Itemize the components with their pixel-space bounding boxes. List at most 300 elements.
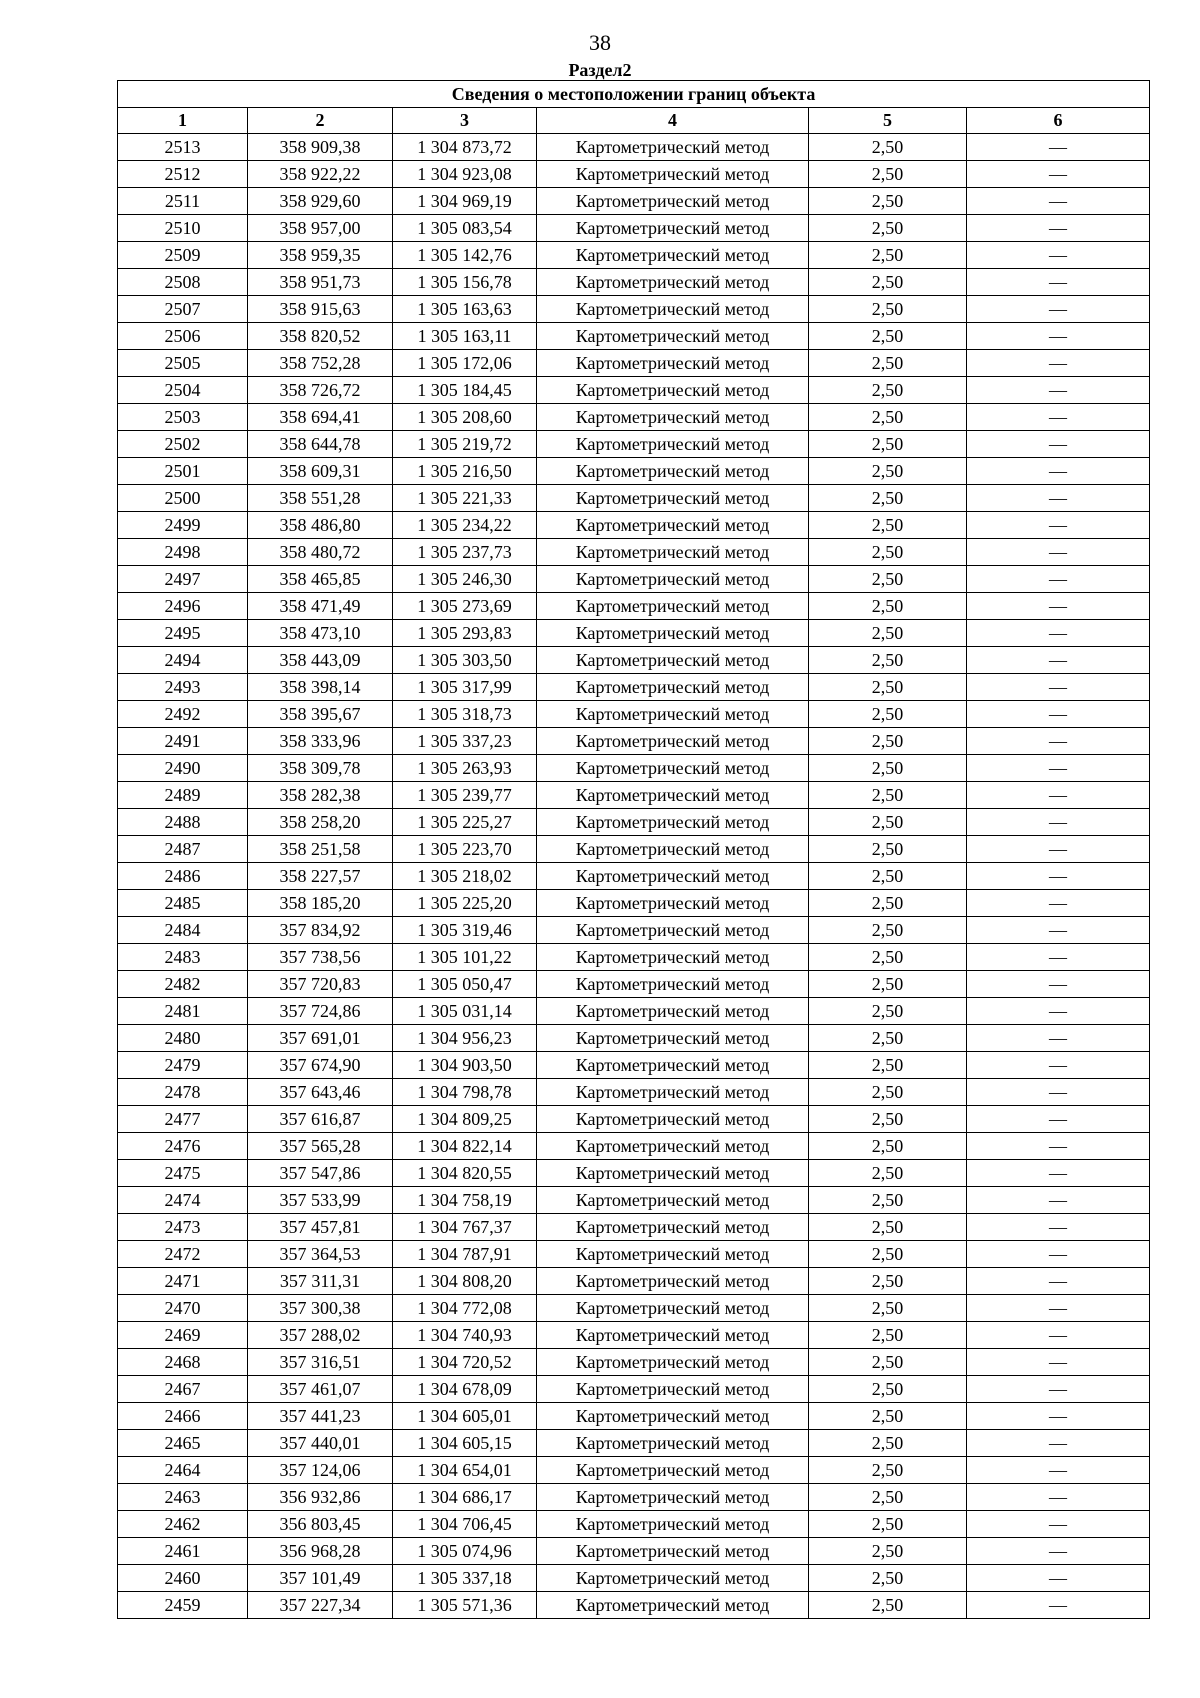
x-coordinate-cell: 357 288,02: [248, 1322, 393, 1349]
description-cell: —: [967, 566, 1150, 593]
table-row: [118, 1025, 1150, 1052]
method-cell: Картометрический метод: [537, 620, 809, 647]
x-coordinate-cell: 358 309,78: [248, 755, 393, 782]
x-coordinate-cell: 358 465,85: [248, 566, 393, 593]
x-coordinate-cell: 358 473,10: [248, 620, 393, 647]
y-coordinate-cell: 1 304 873,72: [393, 134, 537, 161]
table-row: [118, 1268, 1150, 1295]
method-cell: Картометрический метод: [537, 674, 809, 701]
table-row: [118, 1538, 1150, 1565]
column-header: 1: [118, 108, 248, 134]
y-coordinate-cell: 1 305 303,50: [393, 647, 537, 674]
description-cell: —: [967, 377, 1150, 404]
description-cell: —: [967, 1214, 1150, 1241]
accuracy-cell: 2,50: [809, 1295, 967, 1322]
accuracy-cell: 2,50: [809, 404, 967, 431]
y-coordinate-cell: 1 305 031,14: [393, 998, 537, 1025]
x-coordinate-cell: 357 364,53: [248, 1241, 393, 1268]
y-coordinate-cell: 1 305 163,63: [393, 296, 537, 323]
accuracy-cell: 2,50: [809, 1268, 967, 1295]
x-coordinate-cell: 356 803,45: [248, 1511, 393, 1538]
x-coordinate-cell: 357 101,49: [248, 1565, 393, 1592]
method-cell: Картометрический метод: [537, 1106, 809, 1133]
table-row: [118, 1160, 1150, 1187]
accuracy-cell: 2,50: [809, 998, 967, 1025]
y-coordinate-cell: 1 305 225,27: [393, 809, 537, 836]
description-cell: —: [967, 1484, 1150, 1511]
accuracy-cell: 2,50: [809, 1322, 967, 1349]
method-cell: Картометрический метод: [537, 1538, 809, 1565]
description-cell: —: [967, 917, 1150, 944]
accuracy-cell: 2,50: [809, 593, 967, 620]
y-coordinate-cell: 1 305 293,83: [393, 620, 537, 647]
description-cell: —: [967, 350, 1150, 377]
table-row: [118, 674, 1150, 701]
x-coordinate-cell: 358 951,73: [248, 269, 393, 296]
y-coordinate-cell: 1 305 273,69: [393, 593, 537, 620]
x-coordinate-cell: 357 724,86: [248, 998, 393, 1025]
table-body: [118, 134, 1150, 1619]
point-number-cell: 2467: [118, 1376, 248, 1403]
table-row: [118, 809, 1150, 836]
table-row: [118, 512, 1150, 539]
accuracy-cell: 2,50: [809, 350, 967, 377]
y-coordinate-cell: 1 305 142,76: [393, 242, 537, 269]
y-coordinate-cell: 1 305 101,22: [393, 944, 537, 971]
point-number-cell: 2495: [118, 620, 248, 647]
y-coordinate-cell: 1 305 050,47: [393, 971, 537, 998]
table-row: [118, 998, 1150, 1025]
method-cell: Картометрический метод: [537, 1187, 809, 1214]
x-coordinate-cell: 357 565,28: [248, 1133, 393, 1160]
x-coordinate-cell: 357 461,07: [248, 1376, 393, 1403]
description-cell: —: [967, 242, 1150, 269]
description-cell: —: [967, 701, 1150, 728]
method-cell: Картометрический метод: [537, 269, 809, 296]
accuracy-cell: 2,50: [809, 1133, 967, 1160]
y-coordinate-cell: 1 305 263,93: [393, 755, 537, 782]
method-cell: Картометрический метод: [537, 1592, 809, 1619]
method-cell: Картометрический метод: [537, 1025, 809, 1052]
x-coordinate-cell: 358 957,00: [248, 215, 393, 242]
y-coordinate-cell: 1 305 239,77: [393, 782, 537, 809]
y-coordinate-cell: 1 304 798,78: [393, 1079, 537, 1106]
method-cell: Картометрический метод: [537, 1376, 809, 1403]
y-coordinate-cell: 1 304 772,08: [393, 1295, 537, 1322]
accuracy-cell: 2,50: [809, 512, 967, 539]
y-coordinate-cell: 1 304 706,45: [393, 1511, 537, 1538]
method-cell: Картометрический метод: [537, 1241, 809, 1268]
point-number-cell: 2490: [118, 755, 248, 782]
description-cell: —: [967, 431, 1150, 458]
x-coordinate-cell: 358 922,22: [248, 161, 393, 188]
description-cell: —: [967, 1133, 1150, 1160]
method-cell: Картометрический метод: [537, 1457, 809, 1484]
description-cell: —: [967, 620, 1150, 647]
table-row: [118, 1565, 1150, 1592]
accuracy-cell: 2,50: [809, 890, 967, 917]
accuracy-cell: 2,50: [809, 269, 967, 296]
method-cell: Картометрический метод: [537, 323, 809, 350]
table-row: [118, 404, 1150, 431]
accuracy-cell: 2,50: [809, 1430, 967, 1457]
point-number-cell: 2471: [118, 1268, 248, 1295]
table-row: [118, 215, 1150, 242]
x-coordinate-cell: 358 915,63: [248, 296, 393, 323]
point-number-cell: 2487: [118, 836, 248, 863]
description-cell: —: [967, 161, 1150, 188]
method-cell: Картометрический метод: [537, 971, 809, 998]
accuracy-cell: 2,50: [809, 971, 967, 998]
point-number-cell: 2499: [118, 512, 248, 539]
method-cell: Картометрический метод: [537, 1565, 809, 1592]
description-cell: —: [967, 458, 1150, 485]
description-cell: —: [967, 404, 1150, 431]
point-number-cell: 2488: [118, 809, 248, 836]
method-cell: Картометрический метод: [537, 647, 809, 674]
x-coordinate-cell: 358 395,67: [248, 701, 393, 728]
method-cell: Картометрический метод: [537, 944, 809, 971]
table-row: [118, 728, 1150, 755]
description-cell: —: [967, 1079, 1150, 1106]
y-coordinate-cell: 1 304 820,55: [393, 1160, 537, 1187]
point-number-cell: 2501: [118, 458, 248, 485]
x-coordinate-cell: 358 398,14: [248, 674, 393, 701]
table-row: [118, 863, 1150, 890]
accuracy-cell: 2,50: [809, 863, 967, 890]
point-number-cell: 2498: [118, 539, 248, 566]
method-cell: Картометрический метод: [537, 1430, 809, 1457]
accuracy-cell: 2,50: [809, 917, 967, 944]
description-cell: —: [967, 1241, 1150, 1268]
table-row: [118, 647, 1150, 674]
method-cell: Картометрический метод: [537, 1322, 809, 1349]
x-coordinate-cell: 358 251,58: [248, 836, 393, 863]
y-coordinate-cell: 1 304 923,08: [393, 161, 537, 188]
x-coordinate-cell: 357 643,46: [248, 1079, 393, 1106]
description-cell: —: [967, 971, 1150, 998]
accuracy-cell: 2,50: [809, 836, 967, 863]
table-row: [118, 485, 1150, 512]
point-number-cell: 2510: [118, 215, 248, 242]
x-coordinate-cell: 357 674,90: [248, 1052, 393, 1079]
accuracy-cell: 2,50: [809, 1457, 967, 1484]
x-coordinate-cell: 357 441,23: [248, 1403, 393, 1430]
x-coordinate-cell: 358 227,57: [248, 863, 393, 890]
table-row: [118, 1322, 1150, 1349]
point-number-cell: 2503: [118, 404, 248, 431]
accuracy-cell: 2,50: [809, 1214, 967, 1241]
x-coordinate-cell: 358 644,78: [248, 431, 393, 458]
accuracy-cell: 2,50: [809, 1241, 967, 1268]
accuracy-cell: 2,50: [809, 1565, 967, 1592]
table-row: [118, 296, 1150, 323]
point-number-cell: 2469: [118, 1322, 248, 1349]
x-coordinate-cell: 358 333,96: [248, 728, 393, 755]
method-cell: Картометрический метод: [537, 863, 809, 890]
method-cell: Картометрический метод: [537, 539, 809, 566]
point-number-cell: 2483: [118, 944, 248, 971]
table-row: [118, 836, 1150, 863]
accuracy-cell: 2,50: [809, 1592, 967, 1619]
table-row: [118, 1052, 1150, 1079]
table-row: [118, 1295, 1150, 1322]
table-row: [118, 323, 1150, 350]
accuracy-cell: 2,50: [809, 215, 967, 242]
method-cell: Картометрический метод: [537, 728, 809, 755]
table-row: [118, 1079, 1150, 1106]
y-coordinate-cell: 1 305 163,11: [393, 323, 537, 350]
column-header: 6: [967, 108, 1150, 134]
table-row: [118, 782, 1150, 809]
description-cell: —: [967, 1403, 1150, 1430]
point-number-cell: 2477: [118, 1106, 248, 1133]
table-row: [118, 701, 1150, 728]
y-coordinate-cell: 1 304 903,50: [393, 1052, 537, 1079]
method-cell: Картометрический метод: [537, 134, 809, 161]
description-cell: —: [967, 1322, 1150, 1349]
table-row: [118, 1430, 1150, 1457]
method-cell: Картометрический метод: [537, 458, 809, 485]
table-row: [118, 269, 1150, 296]
y-coordinate-cell: 1 305 156,78: [393, 269, 537, 296]
x-coordinate-cell: 356 932,86: [248, 1484, 393, 1511]
y-coordinate-cell: 1 304 654,01: [393, 1457, 537, 1484]
x-coordinate-cell: 357 720,83: [248, 971, 393, 998]
accuracy-cell: 2,50: [809, 323, 967, 350]
x-coordinate-cell: 357 124,06: [248, 1457, 393, 1484]
point-number-cell: 2478: [118, 1079, 248, 1106]
page-number: 38: [589, 30, 611, 55]
method-cell: Картометрический метод: [537, 1052, 809, 1079]
table-row: [118, 1106, 1150, 1133]
y-coordinate-cell: 1 305 571,36: [393, 1592, 537, 1619]
accuracy-cell: 2,50: [809, 1376, 967, 1403]
accuracy-cell: 2,50: [809, 188, 967, 215]
accuracy-cell: 2,50: [809, 296, 967, 323]
x-coordinate-cell: 357 616,87: [248, 1106, 393, 1133]
point-number-cell: 2502: [118, 431, 248, 458]
description-cell: —: [967, 890, 1150, 917]
x-coordinate-cell: 358 282,38: [248, 782, 393, 809]
y-coordinate-cell: 1 305 234,22: [393, 512, 537, 539]
y-coordinate-cell: 1 304 678,09: [393, 1376, 537, 1403]
point-number-cell: 2462: [118, 1511, 248, 1538]
point-number-cell: 2494: [118, 647, 248, 674]
y-coordinate-cell: 1 304 605,15: [393, 1430, 537, 1457]
x-coordinate-cell: 357 440,01: [248, 1430, 393, 1457]
description-cell: —: [967, 188, 1150, 215]
point-number-cell: 2504: [118, 377, 248, 404]
point-number-cell: 2491: [118, 728, 248, 755]
point-number-cell: 2479: [118, 1052, 248, 1079]
description-cell: —: [967, 647, 1150, 674]
y-coordinate-cell: 1 304 605,01: [393, 1403, 537, 1430]
point-number-cell: 2509: [118, 242, 248, 269]
method-cell: Картометрический метод: [537, 1133, 809, 1160]
point-number-cell: 2475: [118, 1160, 248, 1187]
y-coordinate-cell: 1 305 337,18: [393, 1565, 537, 1592]
y-coordinate-cell: 1 305 225,20: [393, 890, 537, 917]
method-cell: Картометрический метод: [537, 1511, 809, 1538]
description-cell: —: [967, 1457, 1150, 1484]
description-cell: —: [967, 1052, 1150, 1079]
point-number-cell: 2459: [118, 1592, 248, 1619]
point-number-cell: 2468: [118, 1349, 248, 1376]
y-coordinate-cell: 1 304 969,19: [393, 188, 537, 215]
x-coordinate-cell: 358 820,52: [248, 323, 393, 350]
point-number-cell: 2513: [118, 134, 248, 161]
point-number-cell: 2493: [118, 674, 248, 701]
method-cell: Картометрический метод: [537, 431, 809, 458]
accuracy-cell: 2,50: [809, 566, 967, 593]
description-cell: —: [967, 323, 1150, 350]
y-coordinate-cell: 1 305 318,73: [393, 701, 537, 728]
table-row: [118, 134, 1150, 161]
x-coordinate-cell: 356 968,28: [248, 1538, 393, 1565]
table-row: [118, 1457, 1150, 1484]
description-cell: —: [967, 215, 1150, 242]
y-coordinate-cell: 1 304 758,19: [393, 1187, 537, 1214]
method-cell: Картометрический метод: [537, 809, 809, 836]
description-cell: —: [967, 674, 1150, 701]
y-coordinate-cell: 1 304 686,17: [393, 1484, 537, 1511]
x-coordinate-cell: 358 486,80: [248, 512, 393, 539]
accuracy-cell: 2,50: [809, 1025, 967, 1052]
table-row: [118, 1484, 1150, 1511]
description-cell: —: [967, 1160, 1150, 1187]
method-cell: Картометрический метод: [537, 1160, 809, 1187]
accuracy-cell: 2,50: [809, 458, 967, 485]
column-header: 2: [248, 108, 393, 134]
description-cell: —: [967, 134, 1150, 161]
accuracy-cell: 2,50: [809, 539, 967, 566]
accuracy-cell: 2,50: [809, 134, 967, 161]
point-number-cell: 2463: [118, 1484, 248, 1511]
accuracy-cell: 2,50: [809, 1349, 967, 1376]
method-cell: Картометрический метод: [537, 890, 809, 917]
y-coordinate-cell: 1 305 237,73: [393, 539, 537, 566]
point-number-cell: 2474: [118, 1187, 248, 1214]
y-coordinate-cell: 1 305 221,33: [393, 485, 537, 512]
description-cell: —: [967, 1565, 1150, 1592]
method-cell: Картометрический метод: [537, 1484, 809, 1511]
method-cell: Картометрический метод: [537, 755, 809, 782]
table-row: [118, 593, 1150, 620]
y-coordinate-cell: 1 304 956,23: [393, 1025, 537, 1052]
x-coordinate-cell: 358 909,38: [248, 134, 393, 161]
x-coordinate-cell: 357 834,92: [248, 917, 393, 944]
description-cell: —: [967, 863, 1150, 890]
description-cell: —: [967, 269, 1150, 296]
x-coordinate-cell: 358 185,20: [248, 890, 393, 917]
description-cell: —: [967, 1268, 1150, 1295]
description-cell: —: [967, 1376, 1150, 1403]
point-number-cell: 2497: [118, 566, 248, 593]
y-coordinate-cell: 1 305 216,50: [393, 458, 537, 485]
method-cell: Картометрический метод: [537, 350, 809, 377]
x-coordinate-cell: 358 258,20: [248, 809, 393, 836]
x-coordinate-cell: 358 609,31: [248, 458, 393, 485]
method-cell: Картометрический метод: [537, 1214, 809, 1241]
accuracy-cell: 2,50: [809, 1403, 967, 1430]
method-cell: Картометрический метод: [537, 1079, 809, 1106]
accuracy-cell: 2,50: [809, 161, 967, 188]
table-row: [118, 431, 1150, 458]
point-number-cell: 2472: [118, 1241, 248, 1268]
y-coordinate-cell: 1 305 074,96: [393, 1538, 537, 1565]
table-row: [118, 1511, 1150, 1538]
description-cell: —: [967, 296, 1150, 323]
method-cell: Картометрический метод: [537, 782, 809, 809]
description-cell: —: [967, 1430, 1150, 1457]
x-coordinate-cell: 357 547,86: [248, 1160, 393, 1187]
table-caption: Сведения о местоположении границ объекта: [118, 81, 1150, 108]
accuracy-cell: 2,50: [809, 647, 967, 674]
method-cell: Картометрический метод: [537, 998, 809, 1025]
table-row: [118, 1592, 1150, 1619]
point-number-cell: 2511: [118, 188, 248, 215]
y-coordinate-cell: 1 305 223,70: [393, 836, 537, 863]
point-number-cell: 2507: [118, 296, 248, 323]
table-row: [118, 161, 1150, 188]
section-title: Раздел2: [568, 60, 632, 80]
x-coordinate-cell: 358 929,60: [248, 188, 393, 215]
table-row: [118, 1214, 1150, 1241]
x-coordinate-cell: 357 457,81: [248, 1214, 393, 1241]
point-number-cell: 2470: [118, 1295, 248, 1322]
y-coordinate-cell: 1 304 720,52: [393, 1349, 537, 1376]
method-cell: Картометрический метод: [537, 836, 809, 863]
point-number-cell: 2476: [118, 1133, 248, 1160]
accuracy-cell: 2,50: [809, 728, 967, 755]
point-number-cell: 2480: [118, 1025, 248, 1052]
accuracy-cell: 2,50: [809, 1511, 967, 1538]
method-cell: Картометрический метод: [537, 566, 809, 593]
table-row: [118, 188, 1150, 215]
x-coordinate-cell: 358 959,35: [248, 242, 393, 269]
point-number-cell: 2512: [118, 161, 248, 188]
table-row: [118, 755, 1150, 782]
method-cell: Картометрический метод: [537, 701, 809, 728]
description-cell: —: [967, 539, 1150, 566]
boundary-coordinates-table: [117, 80, 1150, 1619]
point-number-cell: 2482: [118, 971, 248, 998]
y-coordinate-cell: 1 304 767,37: [393, 1214, 537, 1241]
y-coordinate-cell: 1 305 218,02: [393, 863, 537, 890]
y-coordinate-cell: 1 304 822,14: [393, 1133, 537, 1160]
point-number-cell: 2506: [118, 323, 248, 350]
description-cell: —: [967, 1592, 1150, 1619]
table-row: [118, 1349, 1150, 1376]
method-cell: Картометрический метод: [537, 242, 809, 269]
x-coordinate-cell: 358 752,28: [248, 350, 393, 377]
method-cell: Картометрический метод: [537, 215, 809, 242]
accuracy-cell: 2,50: [809, 782, 967, 809]
y-coordinate-cell: 1 305 246,30: [393, 566, 537, 593]
method-cell: Картометрический метод: [537, 161, 809, 188]
point-number-cell: 2489: [118, 782, 248, 809]
accuracy-cell: 2,50: [809, 620, 967, 647]
point-number-cell: 2484: [118, 917, 248, 944]
table-row: [118, 1376, 1150, 1403]
accuracy-cell: 2,50: [809, 377, 967, 404]
accuracy-cell: 2,50: [809, 485, 967, 512]
accuracy-cell: 2,50: [809, 1484, 967, 1511]
point-number-cell: 2486: [118, 863, 248, 890]
x-coordinate-cell: 357 316,51: [248, 1349, 393, 1376]
column-header: 4: [537, 108, 809, 134]
